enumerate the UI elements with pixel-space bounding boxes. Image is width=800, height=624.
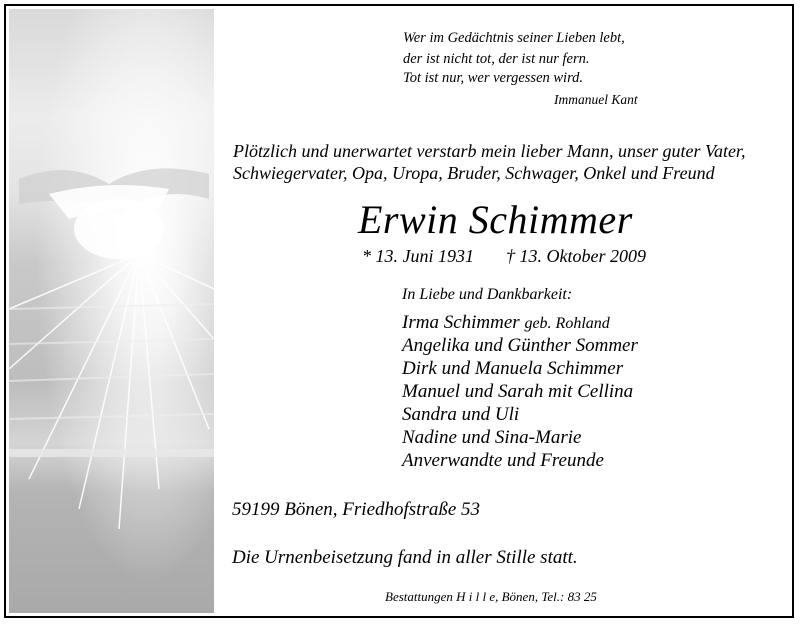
mourner-name: [402, 312, 610, 334]
death-date: † 13. Oktober 2009: [506, 246, 646, 266]
quote-line-2: der ist nicht tot, der ist nur fern.: [403, 51, 590, 67]
mourner-name: Anverwandte und Freunde: [402, 450, 604, 471]
mourning-address: 59199 Bönen, Friedhofstraße 53: [232, 499, 481, 520]
quote-author: Immanuel Kant: [554, 92, 638, 107]
mourner-name: Sandra und Uli: [402, 404, 520, 425]
mourner-name: Nadine und Sina-Marie: [402, 427, 582, 448]
birth-date: * 13. Juni 1931: [362, 246, 474, 266]
deceased-name: Erwin Schimmer: [358, 197, 633, 242]
mourner-maiden-name: geb. Rohland: [524, 315, 610, 332]
quote-line-1: Wer im Gedächtnis seiner Lieben lebt,: [403, 30, 625, 46]
burial-note: Die Urnenbeisetzung fand in aller Stille statt.: [232, 547, 578, 568]
undertaker-line: Bestattungen H i l l e, Bönen, Tel.: 83 25: [385, 589, 597, 604]
mourner-name: Angelika und Günther Sommer: [402, 335, 638, 356]
intro-line-1: Plötzlich und unerwartet verstarb mein lieber Mann, unser guter Vater,: [233, 141, 746, 161]
intro-line-2: Schwiegervater, Opa, Uropa, Bruder, Schwager, Onkel und Freund: [233, 163, 715, 183]
mourner-first-name: Irma Schimmer: [402, 312, 520, 333]
mourners-heading: In Liebe und Dankbarkeit:: [402, 286, 573, 303]
quote-line-3: Tot ist nur, wer vergessen wird.: [403, 70, 584, 86]
sunrays-photo: [9, 9, 214, 613]
mourner-name: Manuel und Sarah mit Cellina: [402, 381, 634, 402]
obituary-notice: [4, 4, 794, 618]
mourner-name: Dirk und Manuela Schimmer: [402, 358, 624, 379]
